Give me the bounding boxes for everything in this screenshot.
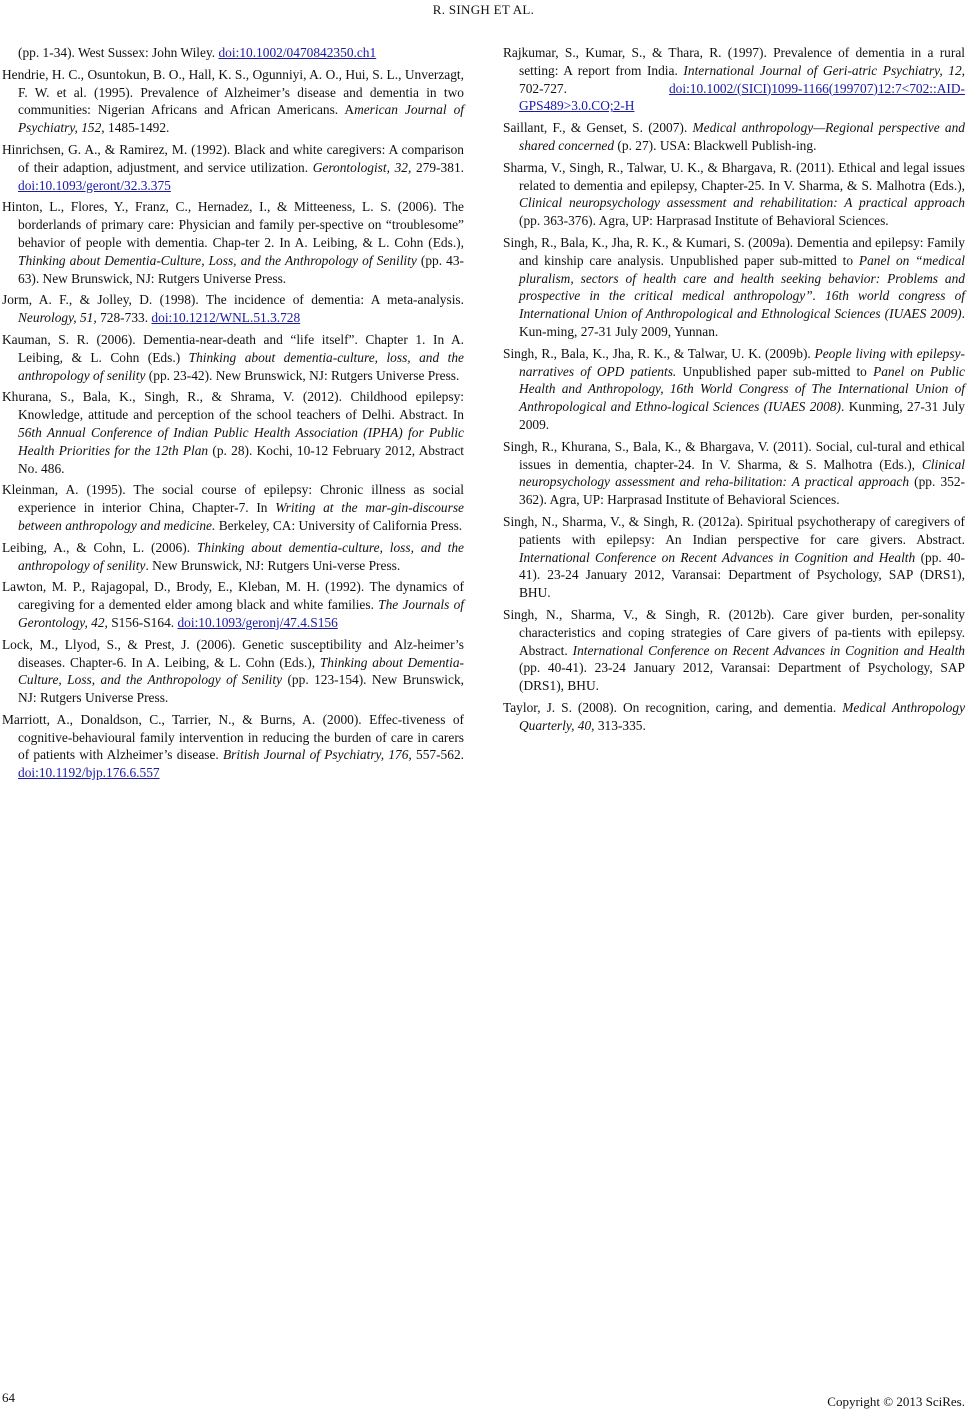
reference-entry xyxy=(2,141,464,194)
reference-text: Unpublished paper sub-mitted to xyxy=(676,363,874,379)
reference-entry xyxy=(2,331,464,384)
reference-entry xyxy=(503,699,965,735)
reference-text: (pp. 1-34). West Sussex: John Wiley. xyxy=(18,45,219,60)
doi-link[interactable]: doi:10.1212/WNL.51.3.728 xyxy=(151,310,301,326)
reference-text: Singh, N., Sharma, V., & Singh, R. (2012a). Spiritual psychotherapy of caregivers of patients with epilepsy: An Indian perspective for care givers. Abstract. xyxy=(503,513,965,547)
reference-title-italic: Writing at the mar-gin-discourse between anthropology and medicine. xyxy=(18,500,464,533)
reference-title-italic: 56th Annual Conference of Indian Public Health Association (IPHA) for Public Health Priorities for the 12th Plan xyxy=(18,424,464,458)
reference-text: 557-562. xyxy=(411,747,464,763)
reference-entry xyxy=(2,578,464,631)
reference-text: Rajkumar, S., Kumar, S., & Thara, R. (1997). Prevalence of dementia in a rural setting: A report from India. xyxy=(503,45,965,78)
reference-text: (pp. 123-154). New Brunswick, NJ: Rutgers Universe Press. xyxy=(18,672,464,706)
reference-text: . Kun-ming, 27-31 July 2009, Yunnan. xyxy=(519,306,965,339)
reference-text: (pp. 40-41). 23-24 January 2012, Varansai: Department of Psychology, SAP (DRS1), BHU. xyxy=(519,660,965,694)
reference-title-italic: Thinking about dementia-culture, loss, and the anthropology of senility xyxy=(18,349,464,383)
reference-title-italic: International Conference on Recent Advances in Cognition and Health xyxy=(519,549,916,565)
reference-entry xyxy=(2,66,464,137)
reference-entry xyxy=(503,234,965,341)
reference-text: Jorm, A. F., & Jolley, D. (1998). The incidence of dementia: A meta-analysis. xyxy=(2,292,464,308)
reference-text: Lawton, M. P., Rajagopal, D., Brody, E., Kleban, M. H. (1992). The dynamics of caregiving for a demented elder among black and white families. xyxy=(2,579,464,613)
reference-entry xyxy=(503,345,965,434)
reference-text: Singh, N., Sharma, V., & Singh, R. (2012b). Care giver burden, per-sonality characteristics and coping strategies of Care givers of pa-tients with epilepsy. Abstract. xyxy=(503,606,965,658)
reference-title-italic: Thinking about dementia-culture, loss, and the anthropology of senility xyxy=(18,539,464,573)
reference-title-italic: British Journal of Psychiatry, 176, xyxy=(223,747,412,763)
reference-title-italic: merican Journal of Psychiatry, 152, xyxy=(18,102,464,136)
reference-entry xyxy=(2,198,464,287)
reference-title-italic: International Conference on Recent Advances in Cognition and Health xyxy=(572,642,965,658)
doi-link[interactable]: doi:10.1093/geront/32.3.375 xyxy=(18,177,171,193)
reference-text: (pp. 352-362). Agra, UP: Harprasad Institute of Behavioral Sciences. xyxy=(519,474,965,508)
reference-title-italic: Neurology, 51, xyxy=(18,310,97,326)
reference-entry xyxy=(503,119,965,155)
reference-text: 279-381. xyxy=(411,159,464,175)
reference-text: Hinton, L., Flores, Y., Franz, C., Hernadez, I., & Mitteeness, L. S. (2006). The borderlands of primary care: Physician and family per-spective on “troublesome” behavior of people with dementia. Chap-ter 2. In A. Leibing, & L. Cohn (Eds.), xyxy=(2,199,464,250)
reference-text: 702-727. xyxy=(519,80,669,96)
reference-text: (p. 28). Kochi, 10-12 February 2012, Abstract No. 486. xyxy=(18,442,464,476)
reference-text: Singh, R., Khurana, S., Bala, K., & Bhargava, V. (2011). Social, cul-tural and ethical issues in dementia, chapter-24. In V. Sharma, & S. Malhotra (Eds.), xyxy=(503,438,965,472)
reference-entry xyxy=(503,159,965,230)
reference-title-italic: People living with epilepsy-narratives of OPD patients. xyxy=(519,345,965,379)
running-head: R. SINGH ET AL. xyxy=(432,2,535,17)
reference-title-italic: Panel on “medical pluralism, sectors of health care and health seeking behavior: Problems and prospective in the critical medical anthropology”. 16th world congress of International Union of Anthropological and Ethnological Sciences (IUAES 2009) xyxy=(519,252,965,322)
reference-text: Kauman, S. R. (2006). Dementia-near-death and “life itself”. Chapter 1. In A. Leibing, & L. Cohn (Eds.) xyxy=(2,331,464,365)
reference-text: . Kunming, 27-31 July 2009. xyxy=(519,399,965,432)
reference-text: Saillant, F., & Genset, S. (2007). xyxy=(503,120,693,136)
reference-title-italic: Gerontologist, 32, xyxy=(312,159,412,175)
reference-text: Hinrichsen, G. A., & Ramirez, M. (1992). Black and white caregivers: A comparison of their adaption, adjustment, and service utilization. xyxy=(2,141,464,175)
doi-link[interactable]: doi:10.1002/0470842350.ch1 xyxy=(218,45,377,60)
reference-entry xyxy=(503,438,965,509)
reference-entry xyxy=(2,711,464,782)
reference-title-italic: International Journal of Geri-atric Psychiatry, 12, xyxy=(683,62,965,78)
reference-text: (pp. 363-376). Agra, UP: Harprasad Institute of Behavioral Sciences. xyxy=(519,213,889,229)
doi-link[interactable]: doi:10.1093/geronj/47.4.S156 xyxy=(177,614,338,630)
reference-title-italic: The Journals of Gerontology, 42, xyxy=(18,597,464,630)
reference-text: Berkeley, CA: University of California Press. xyxy=(215,517,463,533)
reference-title-italic: Medical anthropology—Regional perspective and shared concerned xyxy=(519,120,965,153)
references-right-column xyxy=(503,44,965,738)
reference-entry xyxy=(2,388,464,477)
reference-entry xyxy=(2,481,464,534)
reference-text: (pp. 40-41). 23-24 January 2012, Varansai: Department of Psychology, SAP (DRS1), BHU. xyxy=(519,549,965,601)
reference-title-italic: Thinking about Dementia-Culture, Loss, and the Anthropology of Senility xyxy=(18,654,464,688)
reference-text: Taylor, J. S. (2008). On recognition, caring, and dementia. xyxy=(503,699,843,715)
reference-text: . New Brunswick, NJ: Rutgers Uni-verse Press. xyxy=(145,557,401,573)
reference-entry xyxy=(2,636,464,707)
reference-text: S156-S164. xyxy=(107,614,178,630)
reference-text: (p. 27). USA: Blackwell Publish-ing. xyxy=(614,137,817,153)
reference-text: Khurana, S., Bala, K., Singh, R., & Shrama, V. (2012). Childhood epilepsy: Knowledge, attitude and perception of the school teachers of Delhi. Abstract. In xyxy=(2,389,464,423)
reference-text: Marriott, A., Donaldson, C., Tarrier, N., & Burns, A. (2000). Effec-tiveness of cognitive-behavioural family intervention in reducing the burden of care in carers of patients with Alzheimer’s disease. xyxy=(2,711,464,763)
reference-title-italic: Clinical neuropsychology assessment and rehabilitation: A practical approach xyxy=(519,195,965,211)
reference-text: (pp. 23-42). New Brunswick, NJ: Rutgers Universe Press. xyxy=(145,367,460,383)
reference-entry xyxy=(2,291,464,327)
reference-text: Hendrie, H. C., Osuntokun, B. O., Hall, K. S., Ogunniyi, A. O., Hui, S. L., Unverzagt, F. W. et al. (1995). Prevalence of Alzheimer’s disease and dementia in two communities: Nigerian Africans and African Americans. A xyxy=(2,66,464,118)
reference-entry xyxy=(2,539,464,575)
reference-title-italic: Panel on Public Health and Anthropology, 16th World Congress of The International Union of Anthropological and Ethno-logical Sciences (IUAES 2008) xyxy=(519,363,966,415)
doi-link[interactable]: doi:10.1192/bjp.176.6.557 xyxy=(18,765,160,781)
reference-entry xyxy=(503,606,965,695)
reference-text: Kleinman, A. (1995). The social course of epilepsy: Chronic illness as social experience in interior China, Chapter-7. In xyxy=(2,482,464,516)
reference-title-italic: Clinical neuropsychology assessment and reha-bilitation: A practical approach xyxy=(519,456,965,490)
doi-link[interactable]: doi:10.1002/(SICI)1099-1166(199707)12:7<702::AID-GPS489>3.0.CO;2-H xyxy=(519,80,965,114)
reference-text: Sharma, V., Singh, R., Talwar, U. K., & Bhargava, R. (2011). Ethical and legal issues related to dementia and epilepsy, Chapter-25. In V. Sharma, & S. Malhotra (Eds.), xyxy=(503,159,965,193)
copyright-notice: Copyright © 2013 SciRes. xyxy=(827,1394,965,1409)
page-number: 64 xyxy=(2,1390,15,1405)
reference-text: 313-335. xyxy=(594,717,646,733)
reference-text: Singh, R., Bala, K., Jha, R. K., & Kumari, S. (2009a). Dementia and epilepsy: Family and kinship care analysis. Unpublished paper sub-mitted to xyxy=(503,234,965,268)
reference-text: Singh, R., Bala, K., Jha, R. K., & Talwar, U. K. (2009b). xyxy=(503,345,815,361)
reference-text: Lock, M., Llyod, S., & Prest, J. (2006). Genetic susceptibility and Alz-heimer’s diseases. Chapter-6. In A. Leibing, & L. Cohn (Eds.), xyxy=(2,636,464,670)
reference-text: Leibing, A., & Cohn, L. (2006). xyxy=(2,539,197,555)
reference-text: 728-733. xyxy=(96,310,152,326)
reference-title-italic: Thinking about Dementia-Culture, Loss, and the Anthropology of Senility xyxy=(18,252,417,268)
references-left-column xyxy=(2,44,464,786)
reference-title-italic: Medical Anthropology Quarterly, 40, xyxy=(519,699,966,733)
reference-text: 1485-1492. xyxy=(104,120,170,136)
reference-entry xyxy=(503,513,965,602)
reference-entry xyxy=(2,44,464,62)
reference-entry xyxy=(503,44,965,115)
reference-text: (pp. 43-63). New Brunswick, NJ: Rutgers Universe Press. xyxy=(18,252,465,286)
